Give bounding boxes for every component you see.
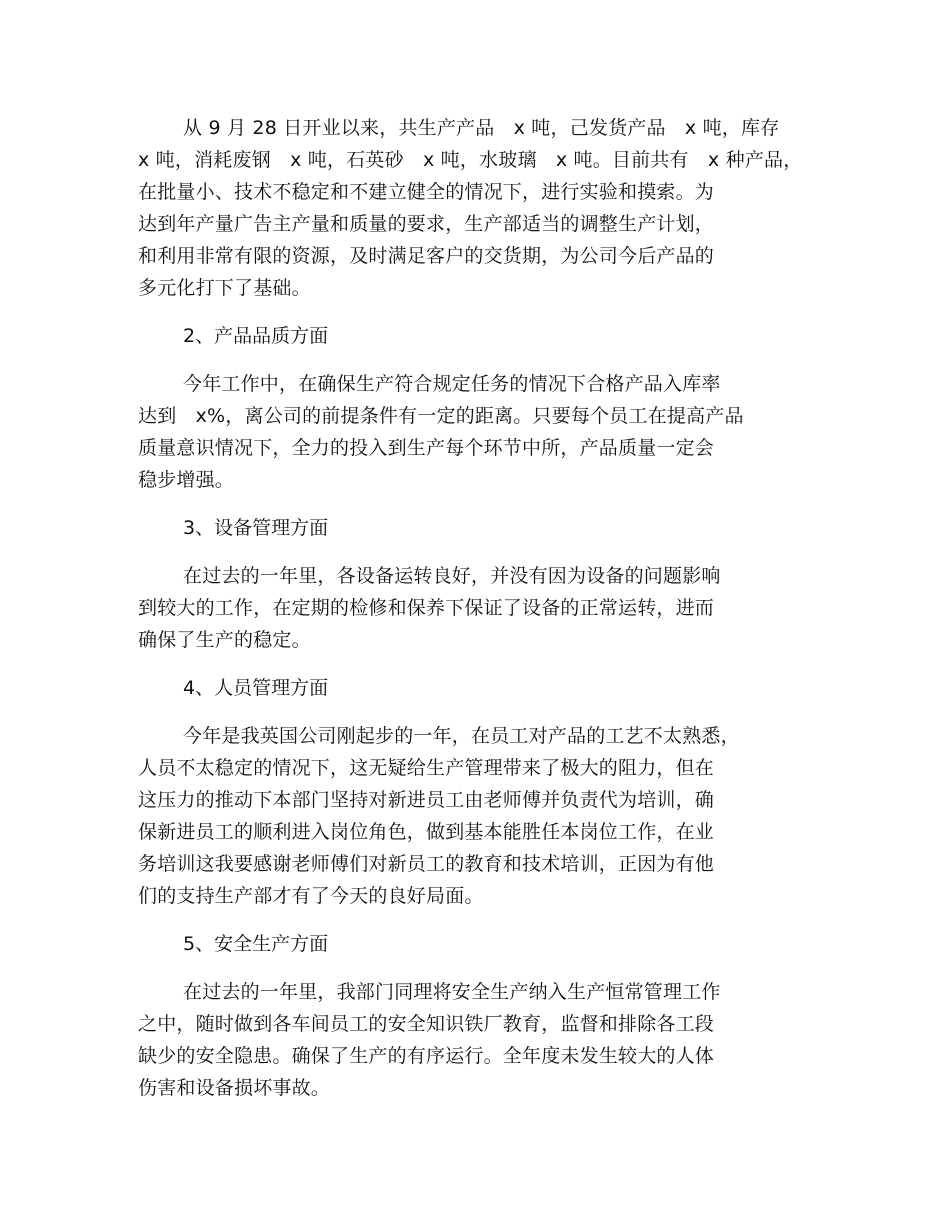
quality-paragraph [138, 368, 808, 496]
paragraph-line: 达到年产量广告主产量和质量的要求，生产部适当的调整生产计划， [138, 213, 715, 235]
paragraph-line: 稳步增强。 [138, 469, 235, 491]
paragraph-line: 确保了生产的稳定。 [138, 629, 311, 651]
paragraph-line: 今年工作中，在确保生产符合规定任务的情况下合格产品入库率 [183, 373, 721, 395]
section-heading-personnel: 4、人员管理方面 [183, 677, 329, 699]
paragraph-line: 达到 x%，离公司的前提条件有一定的距离。只要每个员工在提高产品 [138, 405, 744, 427]
intro-paragraph [138, 112, 808, 304]
paragraph-line: 在过去的一年里，各设备运转良好，并没有因为设备的问题影响 [183, 565, 721, 587]
section-heading-equipment: 3、设备管理方面 [183, 517, 329, 539]
paragraph-line: 质量意识情况下，全力的投入到生产每个环节中所，产品质量一定会 [138, 437, 715, 459]
paragraph-line: 在过去的一年里，我部门同理将安全生产纳入生产恒常管理工作 [183, 981, 721, 1003]
safety-paragraph [138, 976, 808, 1104]
paragraph-line: 从 9 月 28 日开业以来，共生产产品 x 吨，己发货产品 x 吨，库存 [183, 117, 780, 139]
paragraph-line: x 吨，消耗废钢 x 吨，石英砂 x 吨，水玻璃 x 吨。目前共有 x 种产品， [138, 149, 803, 171]
paragraph-line: 和利用非常有限的资源，及时满足客户的交货期，为公司今后产品的 [138, 245, 715, 267]
paragraph-line: 人员不太稳定的情况下，这无疑给生产管理带来了极大的阻力，但在 [138, 757, 715, 779]
paragraph-line: 这压力的推动下本部门坚持对新进员工由老师傅并负责代为培训，确 [138, 789, 715, 811]
paragraph-line: 今年是我英国公司刚起步的一年，在员工对产品的工艺不太熟悉， [183, 725, 740, 747]
paragraph-line: 们的支持生产部才有了今天的良好局面。 [138, 885, 484, 907]
equipment-paragraph [138, 560, 808, 656]
paragraph-line: 保新进员工的顺利进入岗位角色，做到基本能胜任本岗位工作，在业 [138, 821, 715, 843]
paragraph-line: 务培训这我要感谢老师傅们对新员工的教育和技术培训，正因为有他 [138, 853, 715, 875]
section-heading-quality: 2、产品品质方面 [183, 325, 329, 347]
paragraph-line: 到较大的工作，在定期的检修和保养下保证了设备的正常运转，进而 [138, 597, 715, 619]
document-body [138, 112, 808, 1120]
paragraph-line: 多元化打下了基础。 [138, 277, 311, 299]
paragraph-line: 缺少的安全隐患。确保了生产的有序运行。全年度未发生较大的人体 [138, 1045, 715, 1067]
paragraph-line: 之中，随时做到各车间员工的安全知识铁厂教育，监督和排除各工段 [138, 1013, 715, 1035]
paragraph-line: 伤害和设备损坏事故。 [138, 1077, 331, 1099]
personnel-paragraph [138, 720, 808, 912]
paragraph-line: 在批量小、技术不稳定和不建立健全的情况下，进行实验和摸索。为 [138, 181, 715, 203]
section-heading-safety: 5、安全生产方面 [183, 933, 329, 955]
